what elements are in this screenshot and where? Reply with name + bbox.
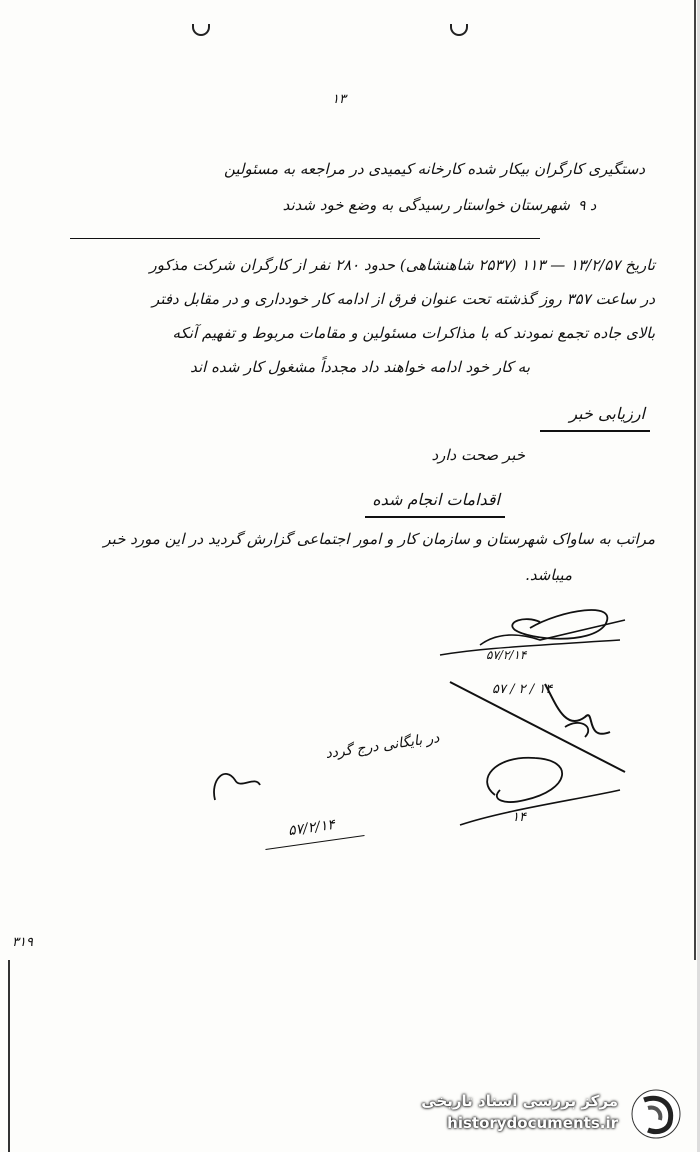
page-edge-left	[8, 960, 10, 1152]
section1-heading: ارزیابی خبر	[569, 404, 645, 423]
section2-heading: اقدامات انجام شده	[372, 490, 500, 509]
signature-2-date: ۱۴ / ۲ / ۵۷	[492, 682, 553, 697]
annotation-text: در بایگانی درج گردد	[324, 730, 441, 762]
annotation-signature	[205, 760, 265, 810]
watermark-text-fa: مرکز بررسی اسناد تاریخی	[421, 1092, 618, 1110]
archive-logo-icon	[630, 1088, 682, 1140]
page-edge-right	[694, 0, 696, 960]
body-line-3: بالای جاده تجمع نمودند که با مذاکرات مسئولین و مقامات مربوط و تفهیم آنکه	[172, 324, 655, 342]
binding-hole-right	[450, 24, 468, 36]
intro-line-2: شهرستان خواستار رسیدگی به وضع خود شدند	[282, 196, 570, 214]
signature-3-date: ۱۴	[512, 810, 526, 825]
divider-rule	[70, 238, 540, 239]
section2-text-2: میباشد.	[525, 566, 572, 584]
section1-text: خبر صحت دارد	[431, 446, 525, 464]
intro-line-1: دستگیری کارگران بیکار شده کارخانه کیمیدی در مراجعه به مسئولین	[223, 160, 645, 178]
margin-left-number: ۳۱۹	[12, 935, 33, 950]
body-line-1: تاریخ ۱۳/۲/۵۷ — ۱۱۳ (۲۵۳۷ شاهنشاهی) حدود ۲۸۰ نفر از کارگران شرکت مذکور	[149, 256, 655, 274]
page-mark: ۱۳	[332, 92, 346, 107]
signature-1	[430, 600, 630, 675]
section1-underline	[540, 430, 650, 432]
body-line-4: به کار خود ادامه خواهند داد مجدداً مشغول کار شده اند	[190, 358, 530, 376]
binding-hole-left	[192, 24, 210, 36]
margin-note: د ۹	[578, 198, 597, 214]
annotation-underline	[265, 835, 364, 850]
section2-text: مراتب به ساواک شهرستان و سازمان کار و امور اجتماعی گزارش گردید در این مورد خبر	[103, 530, 655, 548]
watermark-text-en: historydocuments.ir	[447, 1114, 618, 1132]
annotation-date: ۵۷/۲/۱۴	[287, 816, 336, 840]
watermark	[416, 1086, 686, 1142]
section2-underline	[365, 516, 505, 518]
signature-3	[455, 750, 625, 840]
signature-1-date: ۵۷/۲/۱۴	[486, 648, 527, 662]
body-line-2: در ساعت ۳۵۷ روز گذشته تحت عنوان فرق از ادامه کار خودداری و در مقابل دفتر	[152, 290, 655, 308]
